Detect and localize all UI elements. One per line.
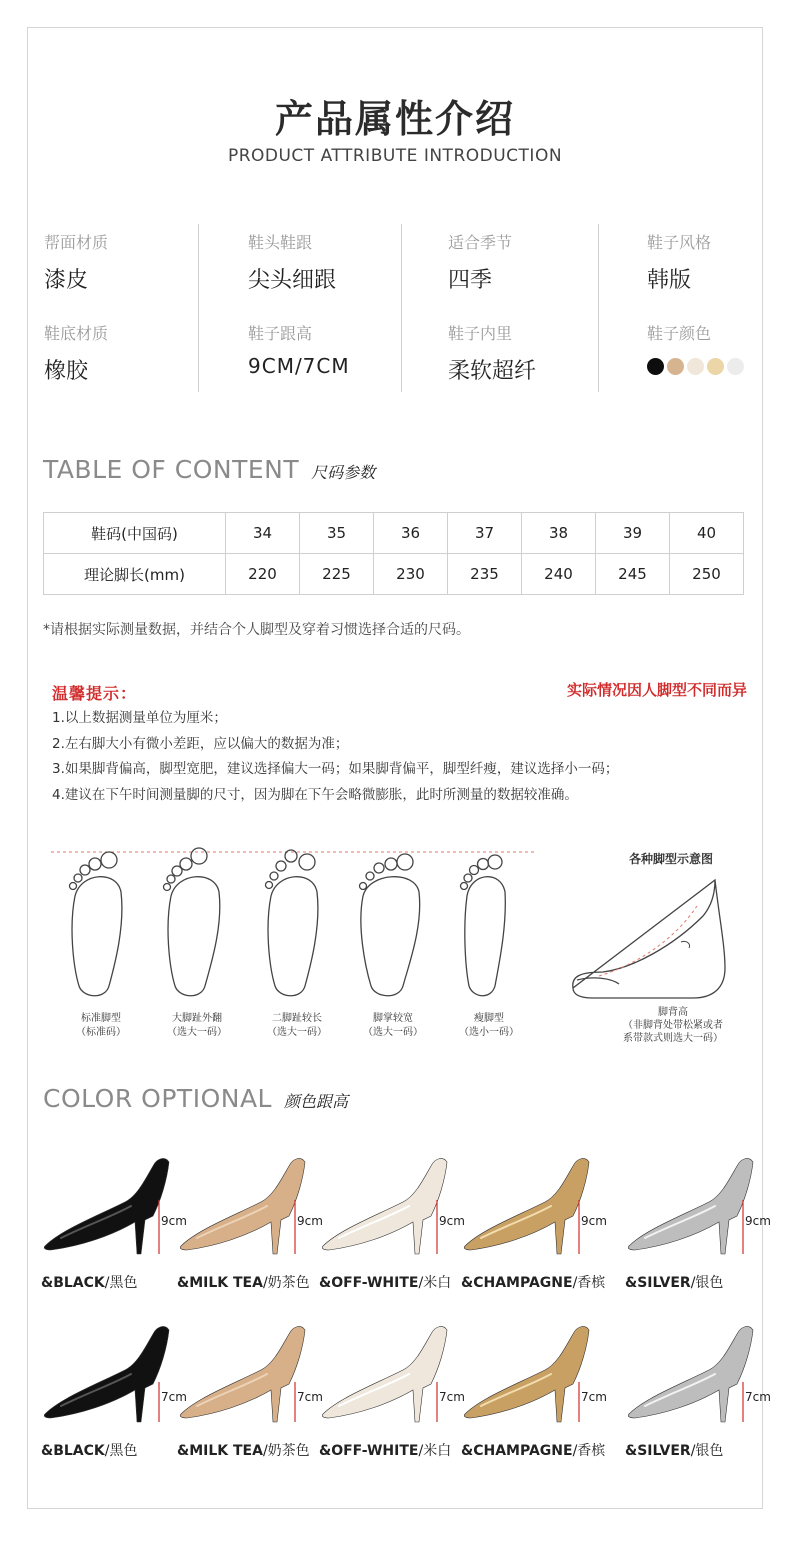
shoe-item[interactable] bbox=[319, 1318, 469, 1478]
shoe-color-caption: &CHAMPAGNE/香槟 bbox=[461, 1275, 606, 1291]
attribute-label: 适合季节 bbox=[448, 233, 513, 252]
table-cell: 250 bbox=[670, 554, 744, 595]
pump-shoe-icon bbox=[177, 1150, 327, 1260]
attribute-value: 漆皮 bbox=[44, 268, 89, 293]
foot-caption: 瘦脚型 （选小一码） bbox=[459, 1013, 519, 1038]
table-cell: 35 bbox=[300, 513, 374, 554]
shoe-color-caption: &OFF-WHITE/米白 bbox=[319, 1275, 452, 1291]
shoe-item[interactable] bbox=[461, 1318, 611, 1478]
shoe-item[interactable] bbox=[461, 1150, 611, 1310]
foot-caption: 脚掌较宽 （选大一码） bbox=[363, 1013, 423, 1038]
foot-standard-icon bbox=[70, 852, 122, 996]
list-item: 3.如果脚背偏高，脚型宽肥，建议选择偏大一码；如果脚背偏平，脚型纤瘦，建议选择小一码； bbox=[52, 761, 619, 777]
color-swatches bbox=[647, 358, 790, 375]
foot-side-view-icon bbox=[563, 876, 743, 1006]
table-row bbox=[44, 554, 744, 595]
attribute-style bbox=[647, 230, 790, 294]
table-cell: 38 bbox=[522, 513, 596, 554]
size-table bbox=[43, 512, 744, 595]
foot-caption: 标准脚型 （标准码） bbox=[76, 1013, 126, 1038]
heel-height-label: 9cm bbox=[581, 1214, 607, 1228]
shoe-color-caption: &MILK TEA/奶茶色 bbox=[177, 1443, 310, 1459]
shoe-color-caption: &MILK TEA/奶茶色 bbox=[177, 1275, 310, 1291]
color-swatch[interactable] bbox=[647, 358, 664, 375]
shoe-color-caption: &BLACK/黑色 bbox=[41, 1443, 138, 1459]
row-header: 理论脚长(mm) bbox=[44, 554, 226, 595]
page-subtitle: PRODUCT ATTRIBUTE INTRODUCTION bbox=[227, 146, 563, 166]
table-cell: 40 bbox=[670, 513, 744, 554]
color-section-heading bbox=[43, 1084, 348, 1113]
heel-height-label: 9cm bbox=[297, 1214, 323, 1228]
table-cell: 36 bbox=[374, 513, 448, 554]
shoe-item[interactable] bbox=[625, 1318, 775, 1478]
pump-shoe-icon bbox=[319, 1150, 469, 1260]
pump-shoe-icon bbox=[41, 1150, 191, 1260]
table-cell: 37 bbox=[448, 513, 522, 554]
table-cell: 245 bbox=[596, 554, 670, 595]
section-title-en: TABLE OF CONTENT bbox=[43, 455, 300, 484]
pump-shoe-icon bbox=[625, 1318, 775, 1428]
attribute-label: 鞋子风格 bbox=[647, 233, 712, 252]
table-cell: 34 bbox=[226, 513, 300, 554]
attribute-upper-material bbox=[44, 230, 204, 294]
shoe-color-caption: &CHAMPAGNE/香槟 bbox=[461, 1443, 606, 1459]
shoe-row-7cm bbox=[27, 1318, 771, 1478]
size-note: *请根据实际测量数据，并结合个人脚型及穿着习惯选择合适的尺码。 bbox=[43, 622, 470, 638]
attribute-label: 鞋子颜色 bbox=[647, 324, 712, 343]
foot-wide-icon bbox=[360, 854, 420, 996]
attribute-sole-material bbox=[44, 321, 204, 385]
heel-height-label: 9cm bbox=[439, 1214, 465, 1228]
foot-slim-icon bbox=[461, 855, 506, 996]
pump-shoe-icon bbox=[319, 1318, 469, 1428]
list-item: 2.左右脚大小有微小差距，应以偏大的数据为准； bbox=[52, 735, 349, 752]
section-title-en: COLOR OPTIONAL bbox=[43, 1084, 272, 1113]
section-title-cn: 尺码参数 bbox=[311, 463, 376, 482]
attribute-value: 橡胶 bbox=[44, 359, 89, 384]
attribute-value: 柔软超纤 bbox=[448, 359, 537, 384]
size-section-heading bbox=[43, 455, 375, 484]
pump-shoe-icon bbox=[461, 1150, 611, 1260]
pump-shoe-icon bbox=[461, 1318, 611, 1428]
list-item: 4.建议在下午时间测量脚的尺寸，因为脚在下午会略微膨胀，此时所测量的数据较准确。 bbox=[52, 786, 578, 803]
shoe-row-9cm bbox=[27, 1150, 771, 1310]
pump-shoe-icon bbox=[177, 1318, 327, 1428]
page-title: 产品属性介绍 bbox=[274, 97, 515, 141]
heel-height-label: 9cm bbox=[745, 1214, 771, 1228]
table-cell: 225 bbox=[300, 554, 374, 595]
shoe-item[interactable] bbox=[319, 1150, 469, 1310]
attribute-label: 鞋子跟高 bbox=[248, 324, 313, 343]
foot-caption: 大脚趾外翻 （选大一码） bbox=[167, 1013, 227, 1038]
heel-height-label: 7cm bbox=[581, 1390, 607, 1404]
foot-diagram-title: 各种脚型示意图 bbox=[629, 852, 714, 866]
shoe-item[interactable] bbox=[625, 1150, 775, 1310]
pump-shoe-icon bbox=[41, 1318, 191, 1428]
shoe-color-caption: &SILVER/银色 bbox=[625, 1275, 724, 1291]
table-cell: 240 bbox=[522, 554, 596, 595]
attribute-label: 帮面材质 bbox=[44, 233, 109, 252]
table-cell: 230 bbox=[374, 554, 448, 595]
attribute-value: 四季 bbox=[448, 268, 493, 293]
attribute-color bbox=[647, 321, 790, 375]
attribute-value: 9CM/7CM bbox=[248, 354, 350, 378]
shoe-item[interactable] bbox=[177, 1150, 327, 1310]
color-swatch[interactable] bbox=[707, 358, 724, 375]
tips-right-note: 实际情况因人脚型不同而异 bbox=[566, 681, 747, 699]
attribute-lining bbox=[448, 321, 608, 385]
foot-long-second-toe-icon bbox=[266, 850, 318, 996]
foot-diagram-caption: 脚背高 （非脚背处带松紧或者 系带款式则选大一码） bbox=[623, 1007, 723, 1044]
attribute-grid bbox=[27, 224, 763, 392]
shoe-color-caption: &BLACK/黑色 bbox=[41, 1275, 138, 1291]
shoe-color-caption: &SILVER/银色 bbox=[625, 1443, 724, 1459]
attribute-season bbox=[448, 230, 608, 294]
attribute-value: 尖头细跟 bbox=[248, 268, 337, 293]
shoe-color-caption: &OFF-WHITE/米白 bbox=[319, 1443, 452, 1459]
foot-outlines bbox=[47, 836, 587, 1011]
foot-bunion-icon bbox=[164, 848, 220, 996]
heel-height-label: 7cm bbox=[745, 1390, 771, 1404]
heel-height-label: 7cm bbox=[439, 1390, 465, 1404]
heel-height-label: 9cm bbox=[161, 1214, 187, 1228]
shoe-item[interactable] bbox=[177, 1318, 327, 1478]
attribute-label: 鞋底材质 bbox=[44, 324, 109, 343]
section-title-cn: 颜色跟高 bbox=[283, 1092, 348, 1111]
foot-types bbox=[27, 836, 763, 1056]
color-swatch[interactable] bbox=[667, 358, 684, 375]
foot-caption: 二脚趾较长 （选大一码） bbox=[267, 1013, 327, 1038]
table-row bbox=[44, 513, 744, 554]
table-cell: 235 bbox=[448, 554, 522, 595]
color-swatch[interactable] bbox=[727, 358, 744, 375]
table-cell: 220 bbox=[226, 554, 300, 595]
attribute-label: 鞋子内里 bbox=[448, 324, 513, 343]
table-cell: 39 bbox=[596, 513, 670, 554]
shoe-item[interactable] bbox=[41, 1150, 191, 1310]
list-item: 1.以上数据测量单位为厘米； bbox=[52, 710, 227, 726]
tips-title: 温馨提示： bbox=[52, 684, 138, 703]
tips-list bbox=[52, 706, 752, 808]
heel-height-label: 7cm bbox=[161, 1390, 187, 1404]
shoe-item[interactable] bbox=[41, 1318, 191, 1478]
attribute-toe-heel bbox=[248, 230, 408, 294]
attribute-value: 韩版 bbox=[647, 268, 692, 293]
color-swatch[interactable] bbox=[687, 358, 704, 375]
attribute-heel-height bbox=[248, 321, 408, 378]
attribute-label: 鞋头鞋跟 bbox=[248, 233, 313, 252]
pump-shoe-icon bbox=[625, 1150, 775, 1260]
row-header: 鞋码(中国码) bbox=[44, 513, 226, 554]
heel-height-label: 7cm bbox=[297, 1390, 323, 1404]
